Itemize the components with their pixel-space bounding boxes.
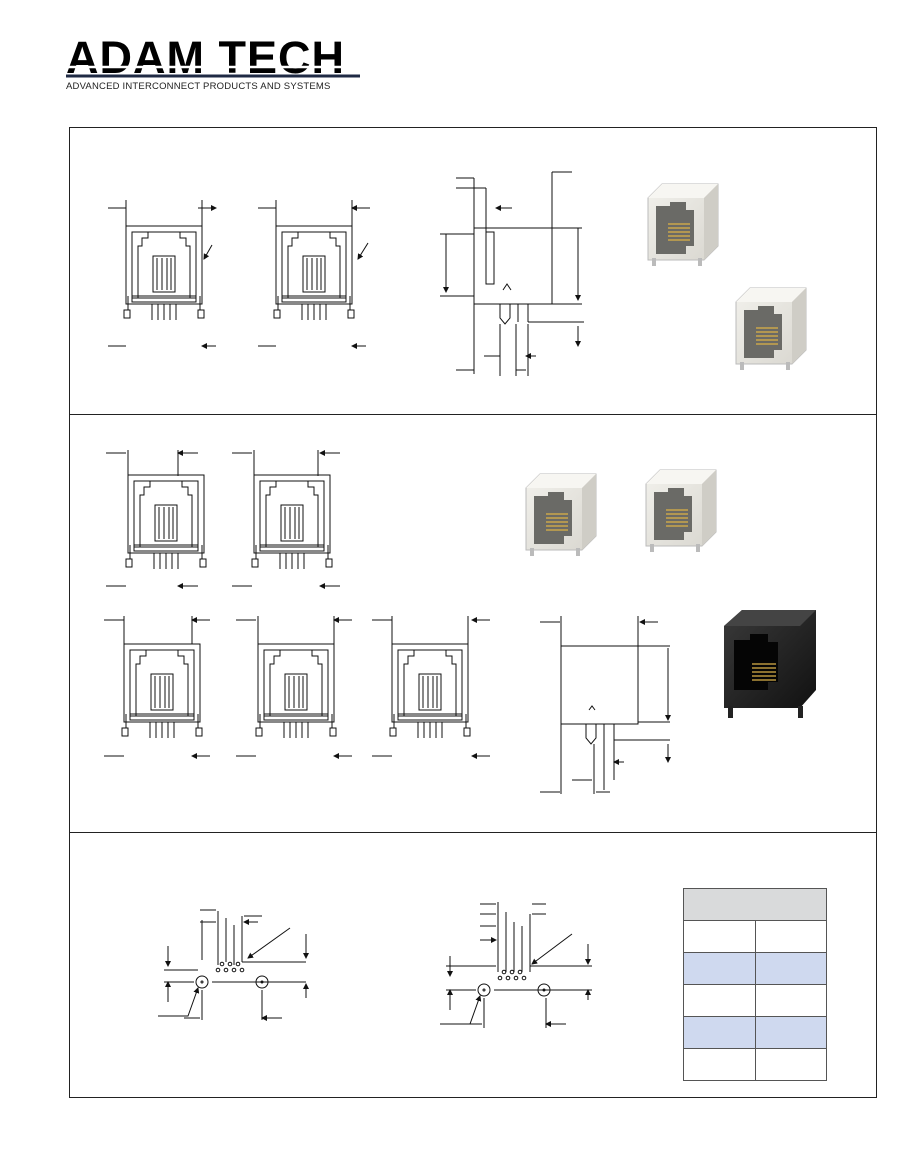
logo-text: ADAM TECH	[66, 32, 345, 80]
jack-photo-1	[648, 184, 718, 266]
table-cell	[684, 921, 756, 953]
table-header-cell	[684, 889, 827, 921]
logo-tagline: ADVANCED INTERCONNECT PRODUCTS AND SYSTEMS	[66, 81, 331, 92]
table-cell	[755, 1017, 827, 1049]
table-header-row	[684, 889, 827, 921]
jack-photo-3	[526, 474, 596, 556]
table-cell	[755, 921, 827, 953]
drawing-front-view-7	[372, 616, 490, 756]
drawing-front-view-6	[236, 616, 352, 756]
table-row	[684, 953, 827, 985]
pcb-layout-1	[158, 910, 306, 1020]
jack-photo-4	[646, 470, 716, 552]
table-cell	[684, 953, 756, 985]
table-cell	[684, 1017, 756, 1049]
jack-photo-2	[736, 288, 806, 370]
table-cell	[755, 1049, 827, 1081]
table-cell	[684, 1049, 756, 1081]
drawing-front-view-4	[232, 450, 340, 586]
table-cell	[755, 953, 827, 985]
table-row	[684, 1049, 827, 1081]
pcb-layout-2	[440, 902, 592, 1028]
drawing-front-view-3	[106, 450, 206, 586]
drawing-side-view-2	[540, 616, 670, 794]
table-row	[684, 1017, 827, 1049]
table-cell	[684, 985, 756, 1017]
pcb-options-table	[683, 888, 827, 1081]
jack-photo-black	[724, 610, 816, 718]
drawing-front-view-5	[104, 616, 210, 756]
drawing-front-view-2	[258, 200, 370, 346]
drawing-side-view-1	[440, 172, 584, 376]
table-cell	[755, 985, 827, 1017]
table-row	[684, 921, 827, 953]
drawing-front-view-1	[108, 200, 216, 346]
table-row	[684, 985, 827, 1017]
